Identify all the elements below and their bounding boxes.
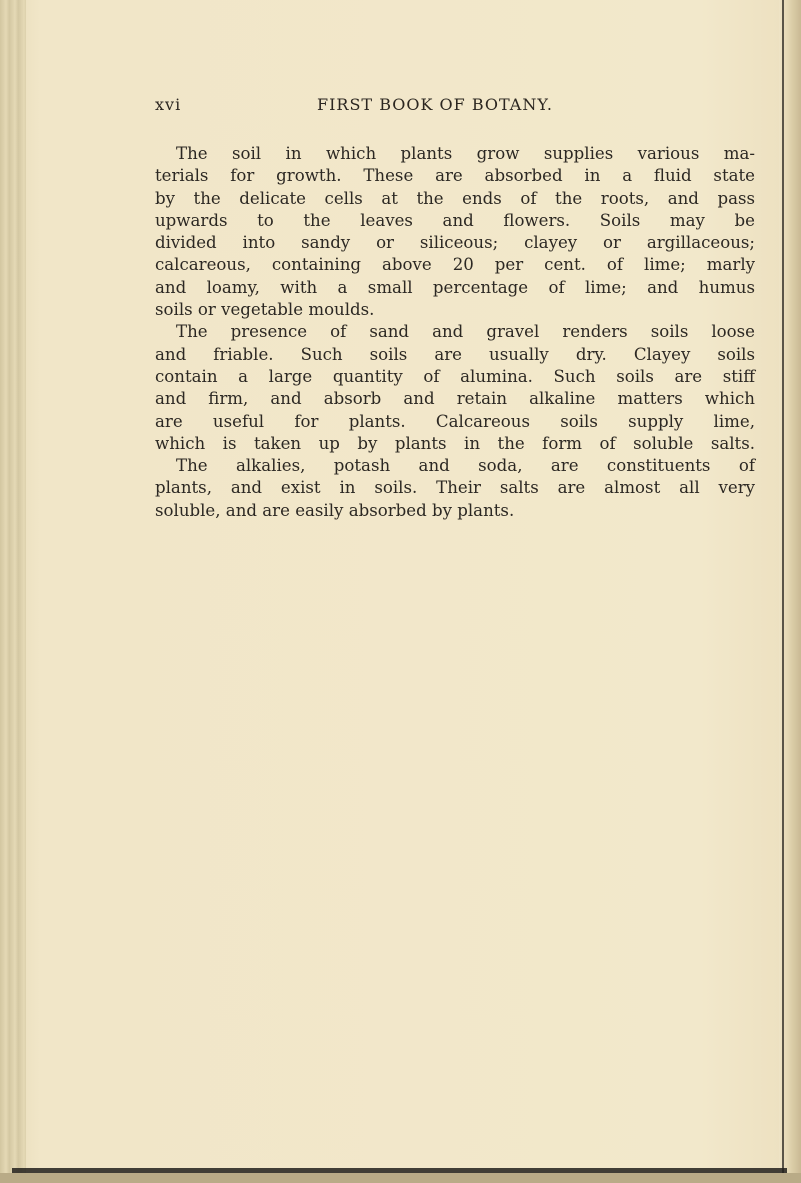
body-text [155,143,755,522]
text-line: The soil in which plants grow supplies various ma- [176,144,755,163]
text-line: and firm, and absorb and retain alkaline matters which [155,389,755,409]
page-bottom-shade [0,1173,801,1183]
page-number: xvi [155,95,182,114]
text-line: plants, and exist in soils. Their salts are almost all very [155,478,755,498]
running-title: FIRST BOOK OF BOTANY. [317,95,553,114]
text-line: which is taken up by plants in the form of soluble salts. [155,433,755,453]
text-line: soils or vegetable moulds. [155,300,375,320]
text-line: and loamy, with a small percentage of lime; and humus [155,277,755,297]
right-margin-rule [782,0,784,1183]
text-line: calcareous, containing above 20 per cent. of lime; marly [155,255,755,275]
text-line: divided into sandy or siliceous; clayey or argillaceous; [155,233,755,253]
text-line: The presence of sand and gravel renders soils loose [176,322,755,342]
page-binding-edge [0,0,26,1183]
running-head [155,95,755,117]
text-line: upwards to the leaves and flowers. Soils may be [155,210,755,230]
text-line: terials for growth. These are absorbed in a fluid state [155,166,755,186]
text-line: and friable. Such soils are usually dry. Clayey soils [155,344,755,364]
text-line: The alkalies, potash and soda, are constituents of [176,456,755,476]
text-line: are useful for plants. Calcareous soils supply lime, [155,411,755,431]
text-line: by the delicate cells at the ends of the roots, and pass [155,188,755,208]
text-line: contain a large quantity of alumina. Such soils are stiff [155,366,755,386]
text-line: soluble, and are easily absorbed by plants. [155,500,515,520]
